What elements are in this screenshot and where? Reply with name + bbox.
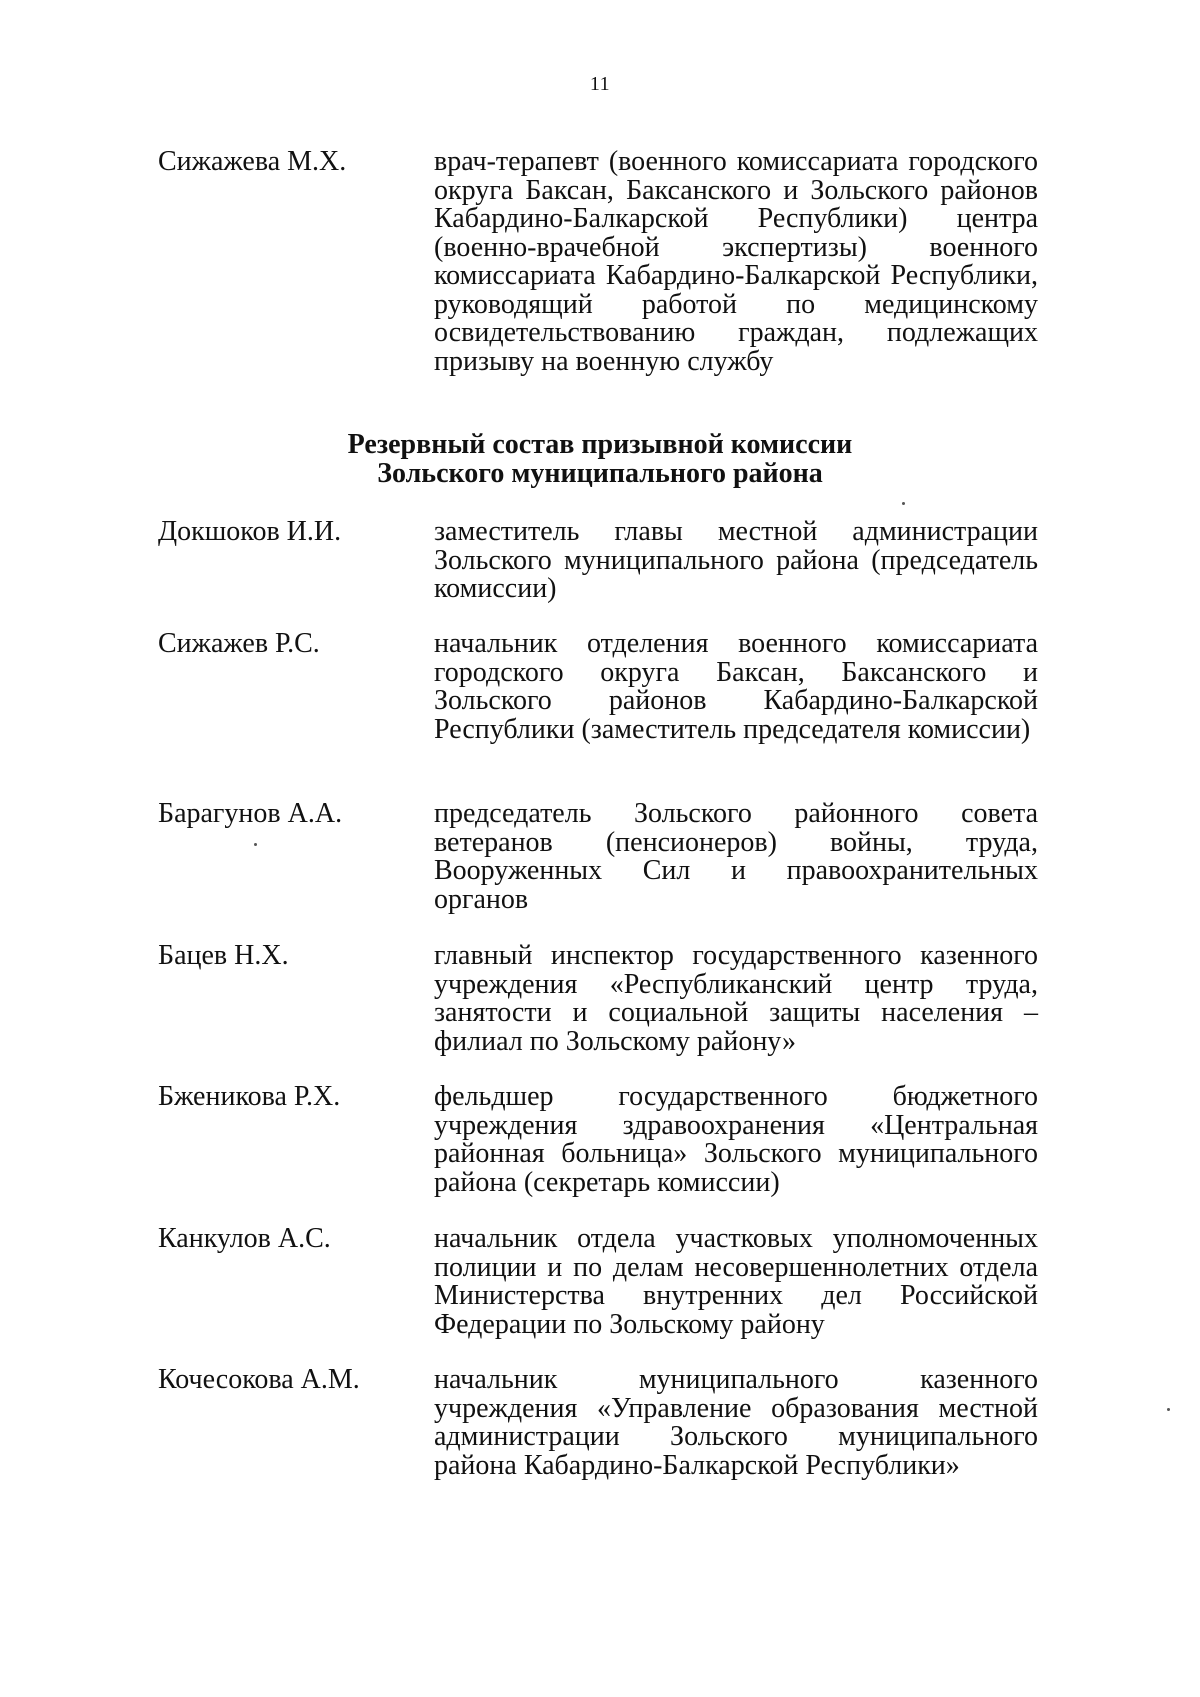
- member-name: Бацев Н.Х.: [158, 940, 289, 971]
- page-number: 11: [589, 73, 611, 95]
- member-name: Кочесокова А.М.: [158, 1364, 360, 1395]
- scan-speck: [1167, 1408, 1170, 1411]
- member-name: Бженикова Р.Х.: [158, 1081, 341, 1112]
- member-role: главный инспектор государственного казенного учреждения «Республиканский центр труда, занятости и социальной защиты населения – филиал по Зольскому району»: [434, 940, 1038, 1057]
- member-name: Канкулов А.С.: [158, 1223, 331, 1254]
- scan-speck: [902, 502, 905, 505]
- member-role: врач-терапевт (военного комиссариата городского округа Баксан, Баксанского и Зольского районов Кабардино-Балкарской Республики) центра (военно-врачебной экспертизы) военного комиссариата Кабардино-Балкарской Республики, руководящий работой по медицинскому освидетельствованию граждан, подлежащих призыву на военную службу: [434, 146, 1038, 377]
- member-role: начальник муниципального казенного учреждения «Управление образования местной администрации Зольского муниципального района Кабардино-Балкарской Республики»: [434, 1364, 1038, 1481]
- member-role: начальник отделения военного комиссариата городского округа Баксан, Баксанского и Зольского районов Кабардино-Балкарской Республики (заместитель председателя комиссии): [434, 628, 1038, 745]
- member-name: Докшоков И.И.: [158, 516, 342, 547]
- member-name: Сижажева М.Х.: [158, 146, 347, 177]
- member-role: председатель Зольского районного совета ветеранов (пенсионеров) войны, труда, Вооруженных Сил и правоохранительных органов: [434, 798, 1038, 915]
- section-heading-line-2: Зольского муниципального района: [377, 458, 823, 489]
- member-role: начальник отдела участковых уполномоченных полиции и по делам несовершеннолетних отдела Министерства внутренних дел Российской Федерации по Зольскому району: [434, 1223, 1038, 1340]
- member-name: Барагунов А.А.: [158, 798, 343, 829]
- section-heading: [0, 430, 1200, 488]
- scan-speck: [254, 843, 257, 846]
- member-name: Сижажев Р.С.: [158, 628, 320, 659]
- member-role: заместитель главы местной администрации Зольского муниципального района (председатель комиссии): [434, 516, 1038, 604]
- section-heading-line-1: Резервный состав призывной комиссии: [347, 429, 853, 460]
- member-role: фельдшер государственного бюджетного учреждения здравоохранения «Центральная районная больница» Зольского муниципального района (секретарь комиссии): [434, 1081, 1038, 1198]
